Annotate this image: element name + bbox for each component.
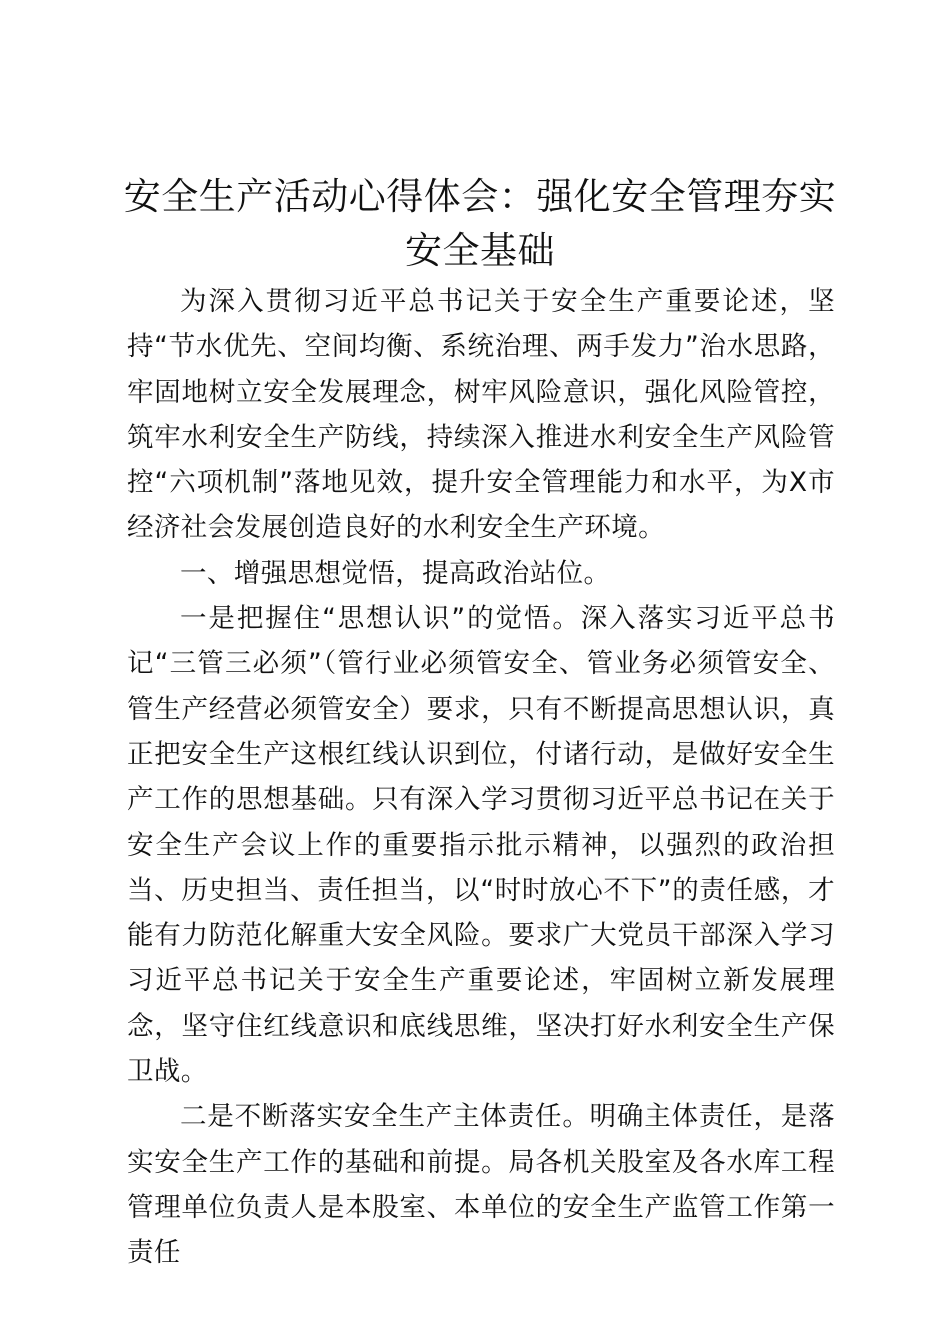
paragraph-point-one: 一是把握住“思想认识”的觉悟。深入落实习近平总书记“三管三必须”（管行业必须管安全、管业务必须管安全、管生产经营必须管安全）要求，只有不断提高思想认识，真正把安全生产这根红线认识到位，付诸行动，是做好安全生产工作的思想基础。只有深入学习贯彻习近平总书记在关于安全生产会议上作的重要指示批示精神，以强烈的政治担当、历史担当、责任担当，以“时时放心不下”的责任感，才能有力防范化解重大安全风险。要求广大党员干部深入学习习近平总书记关于安全生产重要论述，牢固树立新发展理念，坚守住红线意识和底线思维，坚决打好水利安全生产保卫战。 [127, 603, 835, 1088]
section-heading: 一、增强思想觉悟，提高政治站位。 [180, 557, 611, 589]
document-body [127, 279, 835, 1276]
intro-paragraph: 为深入贯彻习近平总书记关于安全生产重要论述，坚持“节水优先、空间均衡、系统治理、两手发力”治水思路，牢固地树立安全发展理念，树牢风险意识，强化风险管控，筑牢水利安全生产防线，持续深入推进水利安全生产风险管控“六项机制”落地见效，提升安全管理能力和水平，为X市经济社会发展创造良好的水利安全生产环境。 [127, 286, 835, 544]
document-title: 安全生产活动心得体会：强化安全管理夯实安全基础 [123, 175, 837, 272]
paragraph-point-two: 二是不断落实安全生产主体责任。明确主体责任，是落实安全生产工作的基础和前提。局各机关股室及各水库工程管理单位负责人是本股室、本单位的安全生产监管工作第一责任 [127, 1101, 835, 1269]
